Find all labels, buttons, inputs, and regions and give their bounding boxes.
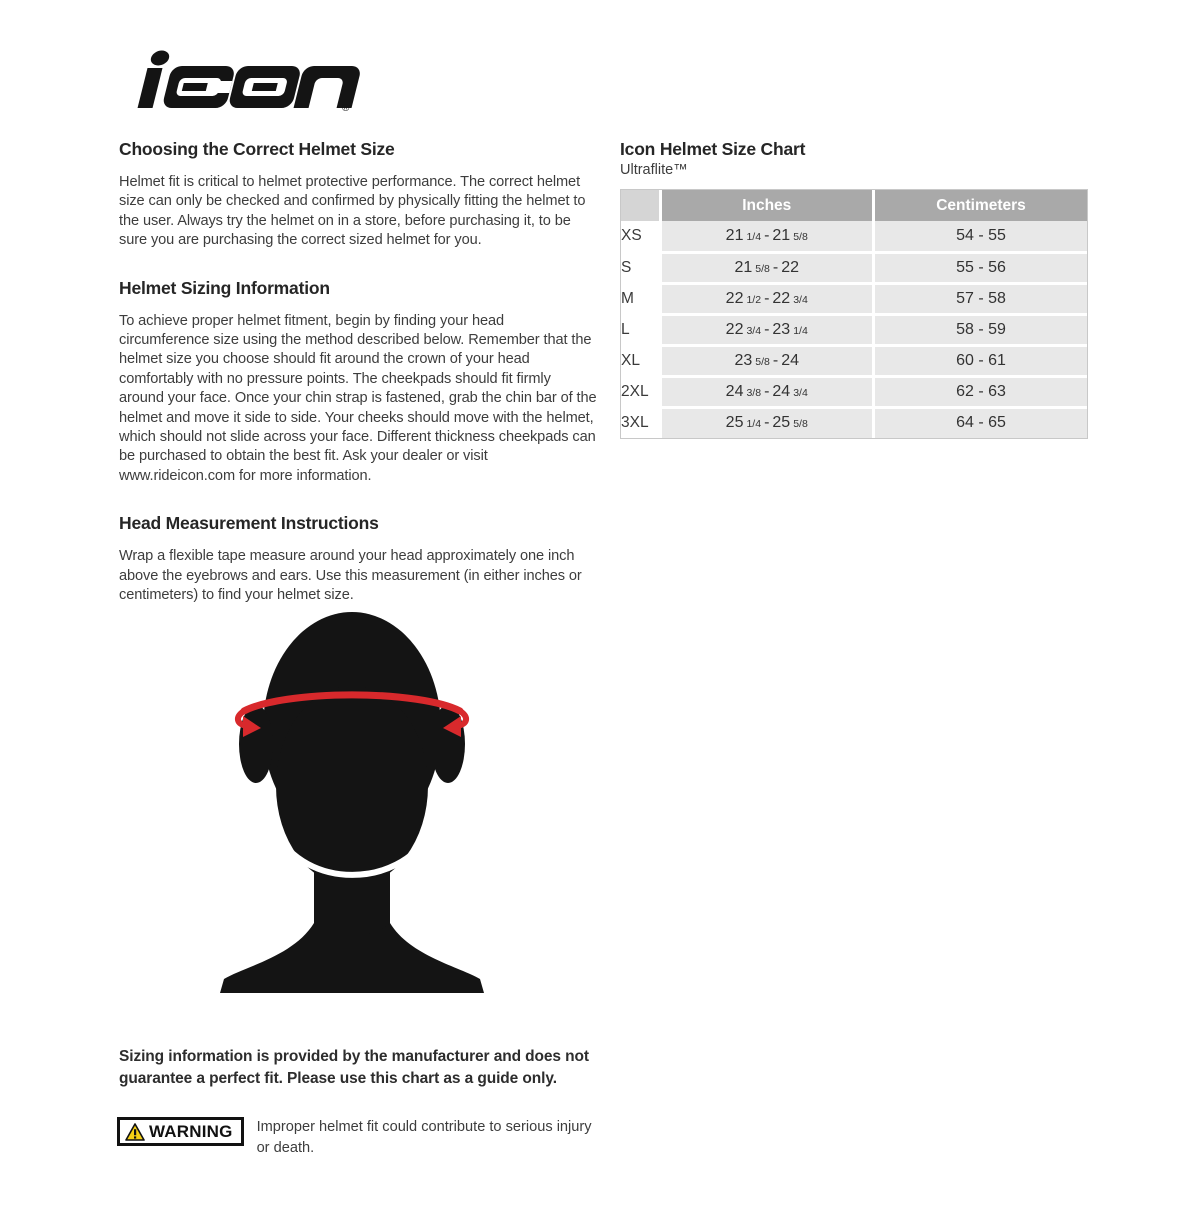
size-chart-table-wrap	[620, 189, 1088, 439]
size-chart-row	[621, 376, 1087, 407]
inches-fraction: 5/8	[755, 262, 770, 275]
inches-fraction: 1/4	[746, 230, 762, 243]
inches-value	[660, 221, 874, 252]
logo-registered-mark: ®	[342, 103, 350, 114]
size-label: XL	[621, 345, 660, 376]
centimeters-value: 58 - 59	[874, 314, 1088, 345]
inches-whole: 22	[772, 289, 791, 307]
size-chart-head	[621, 190, 1087, 221]
heading-head-measurement-instructions: Head Measurement Instructions	[119, 513, 379, 534]
logo-letter-n	[294, 66, 360, 108]
centimeters-value: 55 - 56	[874, 252, 1088, 283]
range-separator: -	[764, 226, 770, 244]
inches-whole: 21	[734, 258, 753, 276]
size-label: XS	[621, 221, 660, 252]
size-chart-corner-cell	[621, 190, 660, 221]
inches-whole: 22	[725, 320, 744, 338]
inches-value	[660, 314, 874, 345]
size-chart-row	[621, 314, 1087, 345]
icon-logo	[112, 48, 360, 114]
size-chart-row	[621, 221, 1087, 252]
right-ear	[431, 705, 465, 783]
centimeters-value: 64 - 65	[874, 407, 1088, 438]
left-ear	[239, 705, 273, 783]
range-separator: -	[772, 258, 779, 276]
size-chart-table	[621, 190, 1087, 438]
inches-whole: 24	[725, 382, 744, 400]
size-label: L	[621, 314, 660, 345]
range-separator: -	[772, 351, 779, 369]
range-separator: -	[764, 414, 770, 432]
body-helmet-sizing-information: To achieve proper helmet fitment, begin by finding your head circumference size using the method described below. Remember that the helmet size you choose should fit around the crown of your head comfortably with no pressure points. The cheekpads should fit firmly around your face. Once your chin strap is fastened, grab the chin bar of the helmet and move it side to side. Your cheeks should move with the helmet, which should not slide across your face. Different thickness cheekpads can be purchased to obtain the best fit. Ask your dealer or visit www.rideicon.com for more information.	[119, 312, 597, 484]
inches-value	[660, 283, 874, 314]
size-chart-row	[621, 345, 1087, 376]
inches-fraction: 3/4	[793, 386, 808, 399]
heading-choosing-helmet-size: Choosing the Correct Helmet Size	[119, 139, 395, 159]
inches-whole: 22	[781, 258, 800, 276]
inches-fraction: 3/4	[793, 293, 808, 306]
inches-fraction: 3/4	[746, 324, 762, 337]
inches-whole: 21	[772, 226, 791, 244]
heading-helmet-sizing-information: Helmet Sizing Information	[119, 277, 330, 298]
warning-triangle-icon	[125, 1123, 145, 1141]
inches-whole: 22	[725, 289, 744, 307]
logo-letter-i-dot	[149, 51, 171, 66]
head-measurement-illustration	[214, 607, 490, 993]
logo-letter-o-bar	[252, 83, 278, 91]
size-chart-subtitle: Ultraflite™	[620, 162, 688, 178]
body-head-measurement-instructions: Wrap a flexible tape measure around your head approximately one inch above the eyebrows and ears. Use this measurement (in either inches or centimeters) to find your helmet size.	[119, 548, 582, 604]
range-separator: -	[764, 289, 770, 307]
centimeters-value: 60 - 61	[874, 345, 1088, 376]
head-silhouette	[220, 612, 484, 993]
inches-whole: 23	[772, 320, 791, 338]
size-chart-row	[621, 283, 1087, 314]
inches-whole: 24	[781, 351, 800, 369]
inches-fraction: 1/4	[793, 324, 808, 337]
inches-value	[660, 252, 874, 283]
size-label: S	[621, 252, 660, 283]
size-label: 2XL	[621, 376, 660, 407]
logo-letter-i	[138, 68, 163, 108]
inches-whole: 25	[772, 414, 791, 432]
size-chart-row	[621, 407, 1087, 438]
size-chart-header-row	[621, 190, 1087, 221]
inches-value	[660, 407, 874, 438]
inches-whole: 23	[734, 351, 753, 369]
inches-fraction: 5/8	[793, 230, 808, 243]
inches-whole: 21	[725, 226, 744, 244]
size-chart-section	[620, 139, 1088, 439]
inches-value	[660, 345, 874, 376]
left-column	[119, 139, 597, 606]
inches-fraction: 1/2	[746, 293, 762, 306]
inches-whole: 24	[772, 382, 791, 400]
centimeters-value: 62 - 63	[874, 376, 1088, 407]
warning-text: Improper helmet fit could contribute to serious injury or death.	[256, 1119, 592, 1156]
size-chart-title: Icon Helmet Size Chart	[620, 139, 806, 159]
centimeters-value: 54 - 55	[874, 221, 1088, 252]
range-separator: -	[764, 320, 770, 338]
warning-badge	[117, 1117, 244, 1146]
inches-fraction: 5/8	[793, 418, 808, 431]
size-label: M	[621, 283, 660, 314]
warning-section	[117, 1117, 599, 1159]
size-chart-col-centimeters: Centimeters	[874, 190, 1088, 221]
centimeters-value: 57 - 58	[874, 283, 1088, 314]
inches-whole: 25	[725, 414, 744, 432]
size-label: 3XL	[621, 407, 660, 438]
disclaimer-text: Sizing information is provided by the manufacturer and does not guarantee a perfect fit. Please use this chart as a guide only.	[119, 1048, 589, 1087]
inches-fraction: 1/4	[746, 418, 762, 431]
range-separator: -	[764, 382, 770, 400]
size-chart-body	[621, 221, 1087, 438]
inches-fraction: 5/8	[755, 355, 770, 368]
size-chart-col-inches: Inches	[660, 190, 874, 221]
body-choosing-helmet-size: Helmet fit is critical to helmet protective performance. The correct helmet size can only be checked and confirmed by physically fitting the helmet to the user. Always try the helmet on in a store, before purchasing it, to be sure you are purchasing the correct sized helmet for you.	[119, 174, 586, 249]
warning-label: WARNING	[149, 1122, 233, 1141]
inches-value	[660, 376, 874, 407]
size-chart-row	[621, 252, 1087, 283]
inches-fraction: 3/8	[746, 386, 762, 399]
logo-letter-c-bar	[182, 83, 208, 91]
logo-letter-c-opening	[211, 81, 232, 93]
